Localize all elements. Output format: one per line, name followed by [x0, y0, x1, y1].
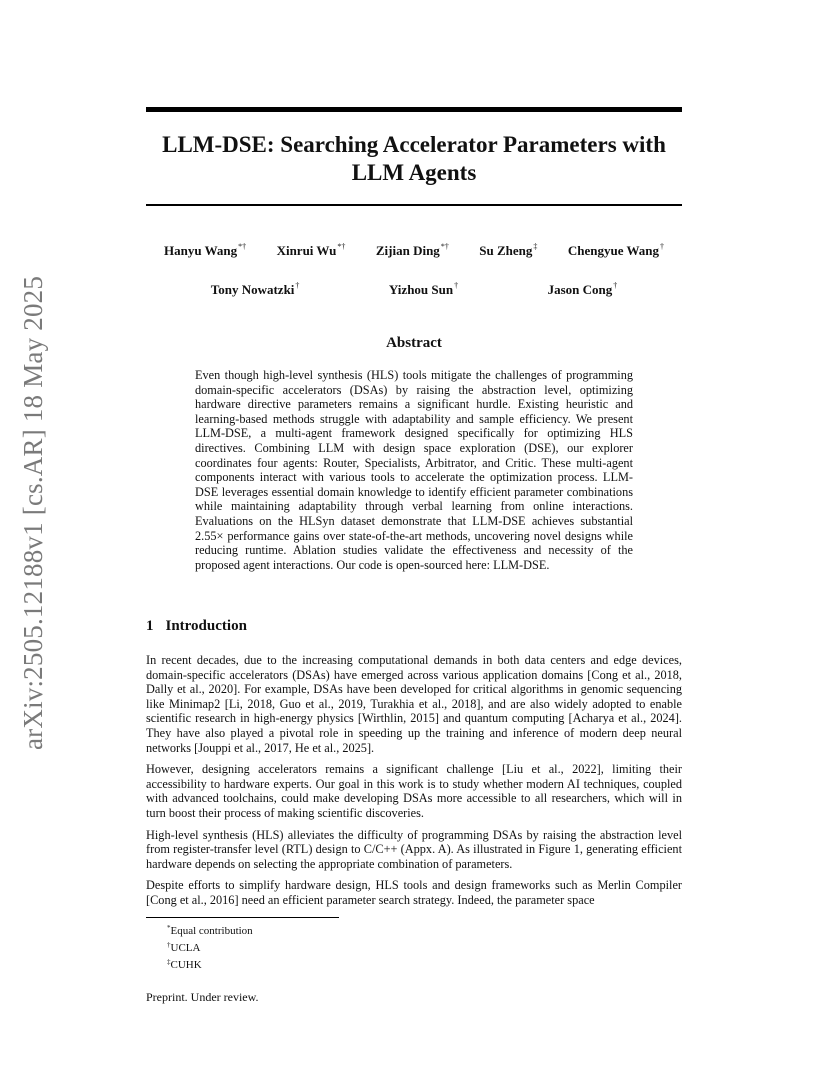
- author: Xinrui Wu*†: [276, 242, 346, 258]
- arxiv-identifier[interactable]: arXiv:2505.12188v1 [cs.AR] 18 May 2025: [18, 275, 48, 750]
- author: Su Zheng‡: [479, 242, 538, 258]
- author: Zijian Ding*†: [375, 242, 449, 258]
- abstract-heading: Abstract: [386, 335, 442, 351]
- paragraph: High-level synthesis (HLS) alleviates the difficulty of programming DSAs by raising the abstraction level from register-transfer level (RTL) design to C/C++ (Appx. A). As illustrated in Figure 1, generating efficient hardware depends on selecting the appropriate combination of parameters.: [146, 827, 682, 871]
- body-text: [146, 653, 682, 915]
- authors-row-2: [146, 281, 682, 298]
- footnote: ‡CUHK: [167, 958, 202, 971]
- paragraph: However, designing accelerators remains a significant challenge [Liu et al., 2022], limiting their accessibility to hardware experts. Our goal in this work is to study whether modern AI techniques, coupled with advanced toolchains, could make developing DSAs more accessible to all researchers, which will in turn boost their process of making scientific discoveries.: [146, 762, 682, 820]
- footnote-rule: [146, 917, 339, 918]
- paragraph: Despite efforts to simplify hardware design, HLS tools and design frameworks such as Merlin Compiler [Cong et al., 2016] need an efficient parameter search strategy. Indeed, the parameter space: [146, 878, 682, 907]
- author: Yizhou Sun†: [388, 281, 459, 297]
- abstract-text: Even though high-level synthesis (HLS) tools mitigate the challenges of programming domain-specific accelerators (DSAs) by raising the abstraction level, optimizing hardware directive parameters remains a significant hurdle. Existing heuristic and learning-based methods struggle with adaptability and sample efficiency. We present LLM-DSE, a multi-agent framework designed specifically for optimizing HLS directives. Combining LLM with design space exploration (DSE), our explorer coordinates four agents: Router, Specialists, Arbitrator, and Critic. These multi-agent components interact with various tools to accelerate the optimization process. LLM-DSE leverages essential domain knowledge to identify efficient parameter combinations while maintaining adaptability through verbal learning from online interactions. Evaluations on the HLSyn dataset demonstrate that LLM-DSE achieves substantial 2.55× performance gains over state-of-the-art methods, uncovering novel designs while reducing runtime. Ablation studies validate the effectiveness and necessity of the proposed agent interactions. Our code is open-sourced here: LLM-DSE.: [195, 368, 633, 572]
- section-title: Introduction: [165, 618, 247, 634]
- authors-row-1: [146, 242, 682, 259]
- section-number: 1: [146, 618, 154, 634]
- title-rule-bottom: [146, 204, 682, 206]
- preprint-note: Preprint. Under review.: [146, 990, 259, 1004]
- title-rule-top: [146, 107, 682, 112]
- paper-title: LLM-DSE: Searching Accelerator Parameters with LLM Agents: [162, 132, 666, 185]
- author: Chengyue Wang†: [567, 242, 664, 258]
- section-heading: [146, 618, 247, 635]
- author: Tony Nowatzki†: [210, 281, 300, 297]
- footnotes: [167, 921, 253, 972]
- paragraph: In recent decades, due to the increasing computational demands in both data centers and edge devices, domain-specific accelerators (DSAs) have emerged across various application domains [Cong et al., 2018, Dally et al., 2020]. For example, DSAs have been developed for critical algorithms in genomic sequencing like Minimap2 [Li, 2018, Guo et al., 2019, Turakhia et al., 2018], and are also widely adopted to enable scientific research in high-energy physics [Wirthlin, 2015] and quantum computing [Acharya et al., 2024]. They have also played a pivotal role in speeding up the training and inference of modern deep neural networks [Jouppi et al., 2017, He et al., 2025].: [146, 653, 682, 755]
- author: Hanyu Wang*†: [164, 242, 247, 258]
- footnote: *Equal contribution: [167, 924, 253, 937]
- footnote: †UCLA: [167, 941, 201, 954]
- author: Jason Cong†: [547, 281, 618, 297]
